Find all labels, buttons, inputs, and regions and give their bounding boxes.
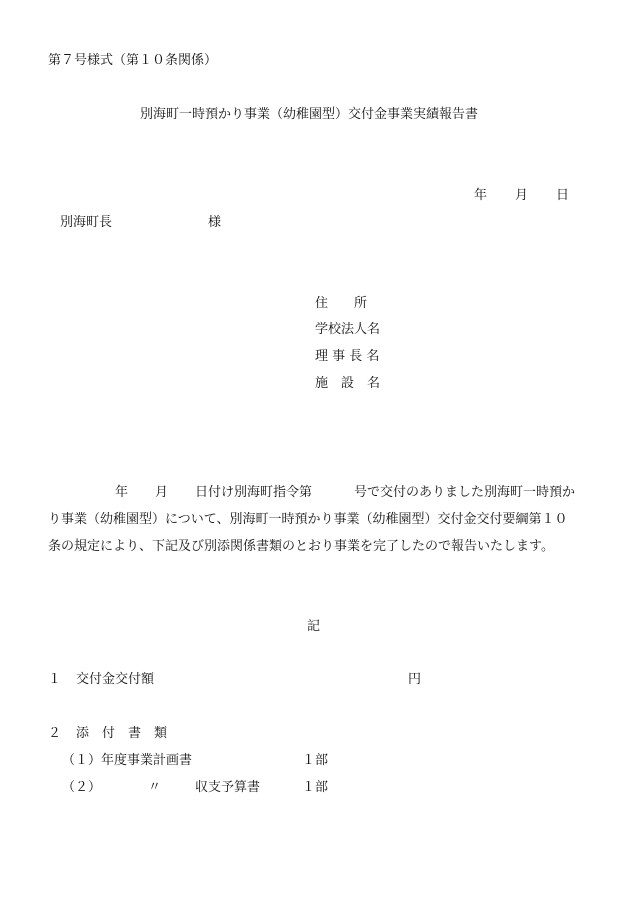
applicant-address-label: 住 所 bbox=[315, 296, 368, 311]
document-title: 別海町一時預かり事業（幼稚園型）交付金事業実績報告書 bbox=[140, 107, 479, 122]
body-year: 年 bbox=[115, 485, 129, 500]
applicant-corporation-label: 学校法人名 bbox=[315, 322, 381, 337]
doc2-index: （２） bbox=[62, 780, 102, 795]
applicant-facility-label: 施 設 名 bbox=[315, 376, 381, 391]
doc1-index: （１） bbox=[62, 753, 102, 768]
applicant-chairman-label: 理 事 長 名 bbox=[315, 349, 380, 364]
date-day: 日 bbox=[556, 188, 570, 203]
doc1-count: １部 bbox=[302, 753, 329, 768]
doc2-ditto-mark: 〃 bbox=[148, 780, 162, 795]
ki-heading: 記 bbox=[307, 619, 321, 634]
doc2-count: １部 bbox=[302, 780, 329, 795]
item1-label: 交付金交付額 bbox=[76, 672, 155, 687]
item1-unit: 円 bbox=[408, 672, 422, 687]
doc1-name: 年度事業計画書 bbox=[101, 753, 193, 768]
date-month: 月 bbox=[515, 188, 529, 203]
body-month: 月 bbox=[155, 485, 169, 500]
item1-number: １ bbox=[48, 672, 62, 687]
item2-label: 添 付 書 類 bbox=[76, 726, 168, 741]
item2-number: ２ bbox=[48, 726, 62, 741]
body-line3: 条の規定により、下記及び別添関係書類のとおり事業を完了したので報告いたします。 bbox=[48, 539, 554, 554]
body-directive-text: 日付け別海町指令第 bbox=[195, 485, 313, 500]
form-number: 第７号様式（第１０条関係） bbox=[48, 53, 218, 68]
body-line2: り事業（幼稚園型）について、別海町一時預かり事業（幼稚園型）交付金交付要綱第１０ bbox=[48, 512, 568, 527]
addressee-honorific: 様 bbox=[208, 215, 222, 230]
date-year: 年 bbox=[474, 188, 488, 203]
addressee-name: 別海町長 bbox=[60, 215, 113, 230]
doc2-name: 収支予算書 bbox=[195, 780, 261, 795]
body-line1-rest: 号で交付のありました別海町一時預か bbox=[354, 485, 576, 500]
